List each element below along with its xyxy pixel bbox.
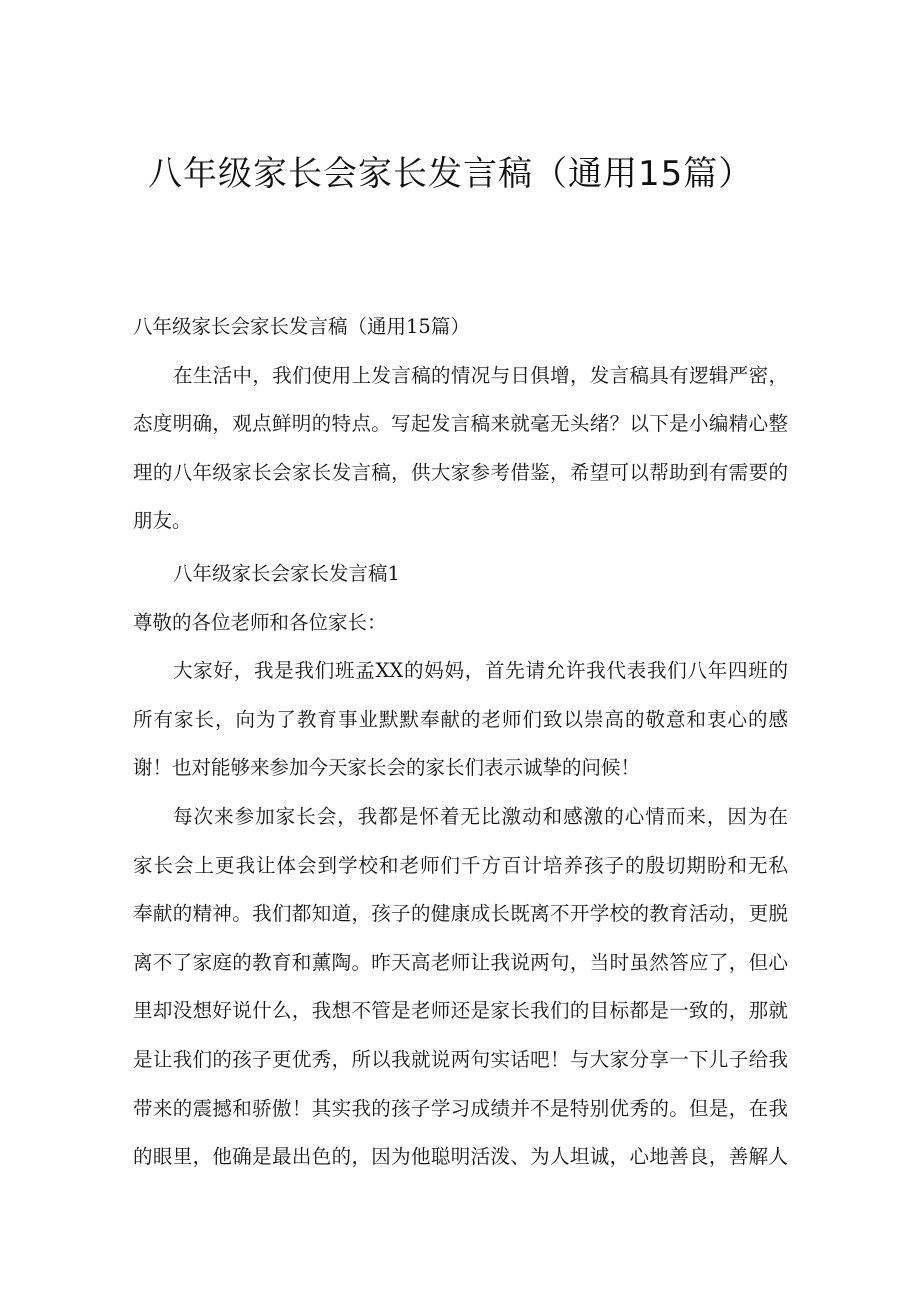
document-subtitle: 八年级家长会家长发言稿（通用15篇） (133, 315, 470, 338)
document-title: 八年级家长会家长发言稿（通用15篇） (148, 154, 754, 194)
speech-paragraph-2 (133, 793, 788, 1182)
paragraph-line: 理的八年级家长会家长发言稿，供大家参考借鉴，希望可以帮助到有需要的 (133, 460, 788, 484)
paragraph-line: 家长会上更我让体会到学校和老师们千方百计培养孩子的殷切期盼和无私 (133, 853, 788, 877)
paragraph-line: 在生活中，我们使用上发言稿的情况与日俱增，发言稿具有逻辑严密， (173, 363, 788, 387)
salutation: 尊敬的各位老师和各位家长： (133, 610, 387, 634)
paragraph-line: 所有家长，向为了教育事业默默奉献的老师们致以崇高的敬意和衷心的感 (133, 707, 788, 731)
paragraph-line: 朋友。 (133, 509, 192, 533)
paragraph-line: 态度明确，观点鲜明的特点。写起发言稿来就毫无头绪？以下是小编精心整 (133, 412, 788, 436)
speech-paragraph-1 (133, 647, 788, 793)
paragraph-line: 的眼里，他确是最出色的，因为他聪明活泼、为人坦诚，心地善良，善解人 (133, 1145, 788, 1169)
section-heading: 八年级家长会家长发言稿1 (173, 561, 400, 585)
paragraph-line: 每次来参加家长会，我都是怀着无比激动和感激的心情而来，因为在 (173, 804, 788, 828)
paragraph-line: 大家好，我是我们班孟XX的妈妈，首先请允许我代表我们八年四班的 (173, 659, 788, 683)
paragraph-line: 离不了家庭的教育和薰陶。昨天高老师让我说两句，当时虽然答应了，但心 (133, 950, 788, 974)
paragraph-line: 谢！也对能够来参加今天家长会的家长们表示诚挚的问候！ (133, 756, 641, 780)
paragraph-line: 是让我们的孩子更优秀，所以我就说两句实话吧！与大家分享一下儿子给我 (133, 1047, 788, 1071)
paragraph-line: 带来的震撼和骄傲！其实我的孩子学习成绩并不是特别优秀的。但是，在我 (133, 1096, 788, 1120)
intro-paragraph (133, 352, 788, 546)
document-body (133, 303, 788, 1182)
paragraph-line: 里却没想好说什么，我想不管是老师还是家长我们的目标都是一致的，那就 (133, 999, 788, 1023)
paragraph-line: 奉献的精神。我们都知道，孩子的健康成长既离不开学校的教育活动，更脱 (133, 902, 788, 926)
